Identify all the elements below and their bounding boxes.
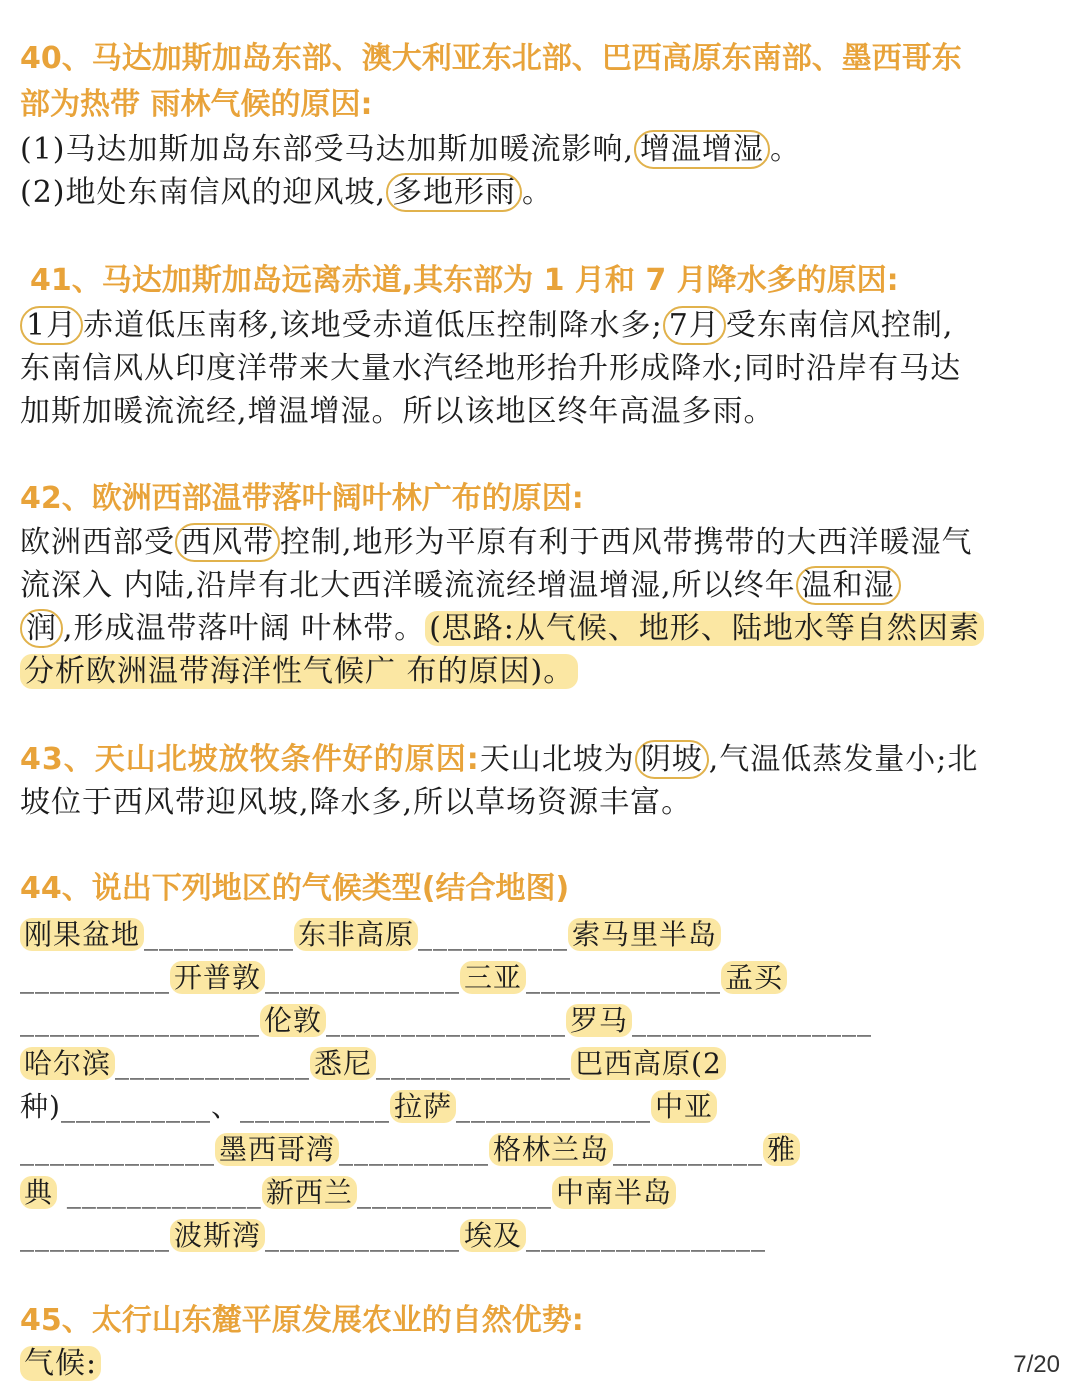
answer-blank: __________ xyxy=(60,1090,211,1123)
q43-title: 43、天山北坡放牧条件好的原因: xyxy=(20,742,480,777)
q41-jan-circled: 1月 xyxy=(20,306,83,345)
answer-blank: __________ xyxy=(339,1133,490,1166)
q40-answer-1-end: 。 xyxy=(770,132,802,167)
q42-line-2 xyxy=(20,564,1068,607)
q42-line-1-end: 控制,地形为平原有利于西风带携带的大西洋暖湿气 xyxy=(280,525,973,560)
answer-blank: ________________ xyxy=(326,1004,567,1037)
answer-blank: ________________ xyxy=(632,1004,873,1037)
q42-title: 42、欧洲西部温带落叶阔叶林广布的原因: xyxy=(20,481,584,516)
q42-line-1-text: 欧洲西部受 xyxy=(20,525,175,560)
place-new-zealand: 新西兰 xyxy=(262,1176,357,1209)
q43-line-1 xyxy=(20,738,1068,781)
place-somali-peninsula: 索马里半岛 xyxy=(568,918,721,951)
q41-line-1-end: 受东南信风控制, xyxy=(725,308,954,343)
answer-blank: __________ xyxy=(144,918,295,951)
place-gulf-of-mexico: 墨西哥湾 xyxy=(215,1133,339,1166)
q44-row-3 xyxy=(20,999,1068,1042)
place-harbin: 哈尔滨 xyxy=(20,1047,115,1080)
answer-blank: _____________ xyxy=(115,1047,311,1080)
q40-answer-1 xyxy=(20,128,1068,171)
answer-blank: __________ xyxy=(20,961,170,994)
q41-jul-circled: 7月 xyxy=(663,306,726,345)
q40-title-line1: 40、马达加斯加岛东部、澳大利亚东北部、巴西高原东南部、墨西哥东 xyxy=(20,41,962,76)
q41-line-2: 东南信风从印度洋带来大量水汽经地形抬升形成降水;同时沿岸有马达 xyxy=(20,351,962,386)
q42-hint-highlight-2: 分析欧洲温带海洋性气候广 布的原因)。 xyxy=(20,654,578,689)
q45-line-1 xyxy=(20,1342,1068,1385)
q42-mild-humid-circled: 温和湿 xyxy=(796,566,901,605)
q42-line-1 xyxy=(20,521,1068,564)
q45-climate-label: 气候: xyxy=(20,1346,101,1381)
q40-answer-1-circled: 增温增湿 xyxy=(634,130,770,169)
answer-blank: ________________ xyxy=(20,1004,260,1037)
q41-line-1 xyxy=(20,304,1068,347)
answer-blank: __________ xyxy=(239,1090,390,1123)
q42-line-2-text: 流深入 内陆,沿岸有北大西洋暖流流经增温增湿,所以终年 xyxy=(20,568,796,603)
answer-blank: __________ xyxy=(20,1219,170,1252)
q44-row-4 xyxy=(20,1042,1068,1085)
q43-line-1-text: 天山北坡为 xyxy=(479,742,635,777)
q43-line-2: 坡位于西风带迎风坡,降水多,所以草场资源丰富。 xyxy=(20,785,693,820)
q42-run-circled: 润 xyxy=(20,609,63,648)
blank-separator: 、 xyxy=(210,1090,240,1123)
q43-line-1-end: ,气温低蒸发量小;北 xyxy=(708,742,979,777)
q40-answer-2-text: (2)地处东南信风的迎风坡, xyxy=(20,175,387,210)
q42-line-3 xyxy=(20,607,1068,650)
answer-blank: __________ xyxy=(613,1133,764,1166)
place-brazilian-plateau-cont: 种) xyxy=(20,1090,61,1123)
answer-blank: _____________ xyxy=(265,1219,461,1252)
q44-title: 44、说出下列地区的气候类型(结合地图) xyxy=(20,871,570,906)
place-mumbai: 孟买 xyxy=(721,961,787,994)
answer-blank: _____________ xyxy=(526,961,722,994)
q44-row-6 xyxy=(20,1128,1068,1171)
place-london: 伦敦 xyxy=(260,1004,326,1037)
answer-blank: _____________ xyxy=(455,1090,651,1123)
q44-row-2 xyxy=(20,956,1068,999)
answer-blank: _____________ xyxy=(376,1047,572,1080)
q40-title-line2: 部为热带 雨林气候的原因: xyxy=(20,87,373,122)
place-athens-cont: 典 xyxy=(20,1176,57,1209)
q40-answer-2-circled: 多地形雨 xyxy=(386,173,522,212)
place-brazilian-plateau: 巴西高原(2 xyxy=(571,1047,726,1080)
q40-answer-2-end: 。 xyxy=(522,175,554,210)
q44-row-8 xyxy=(20,1214,1068,1257)
place-persian-gulf: 波斯湾 xyxy=(170,1219,265,1252)
q45-title: 45、太行山东麓平原发展农业的自然优势: xyxy=(20,1303,584,1338)
q40-answer-2 xyxy=(20,171,1068,214)
answer-blank: _____________ xyxy=(66,1176,262,1209)
place-lhasa: 拉萨 xyxy=(390,1090,456,1123)
place-indochina-peninsula: 中南半岛 xyxy=(552,1176,676,1209)
place-rome: 罗马 xyxy=(566,1004,632,1037)
answer-blank: __________ xyxy=(418,918,569,951)
place-cape-town: 开普敦 xyxy=(170,961,265,994)
q42-line-3-text: ,形成温带落叶阔 叶林带。 xyxy=(63,611,426,646)
page-indicator: 7/20 xyxy=(1013,1351,1060,1378)
q42-hint-highlight-1: (思路:从气候、地形、陆地水等自然因素 xyxy=(425,611,984,646)
q44-row-7 xyxy=(20,1171,1068,1214)
place-congo-basin: 刚果盆地 xyxy=(20,918,144,951)
answer-blank: ________________ xyxy=(526,1219,767,1252)
q42-line-4 xyxy=(20,650,1068,693)
place-egypt: 埃及 xyxy=(460,1219,526,1252)
q41-title: 41、马达加斯加岛远离赤道,其东部为 1 月和 7 月降水多的原因: xyxy=(30,263,899,298)
q44-row-5 xyxy=(20,1085,1068,1128)
answer-blank: _____________ xyxy=(356,1176,552,1209)
place-sydney: 悉尼 xyxy=(310,1047,376,1080)
q44-row-1 xyxy=(20,913,1068,956)
q40-answer-1-text: (1)马达加斯加岛东部受马达加斯加暖流影响, xyxy=(20,132,635,167)
place-sanya: 三亚 xyxy=(460,961,526,994)
place-east-african-plateau: 东非高原 xyxy=(294,918,418,951)
place-greenland: 格林兰岛 xyxy=(489,1133,613,1166)
q41-line-3: 加斯加暖流流经,增温增湿。所以该地区终年高温多雨。 xyxy=(20,394,775,429)
answer-blank: _____________ xyxy=(265,961,461,994)
place-central-asia: 中亚 xyxy=(651,1090,717,1123)
q41-line-1-text: 赤道低压南移,该地受赤道低压控制降水多; xyxy=(83,308,663,343)
q43-shady-slope-circled: 阴坡 xyxy=(635,740,709,779)
answer-blank: _____________ xyxy=(20,1133,215,1166)
q42-westerlies-circled: 西风带 xyxy=(175,523,280,562)
place-athens: 雅 xyxy=(763,1133,800,1166)
